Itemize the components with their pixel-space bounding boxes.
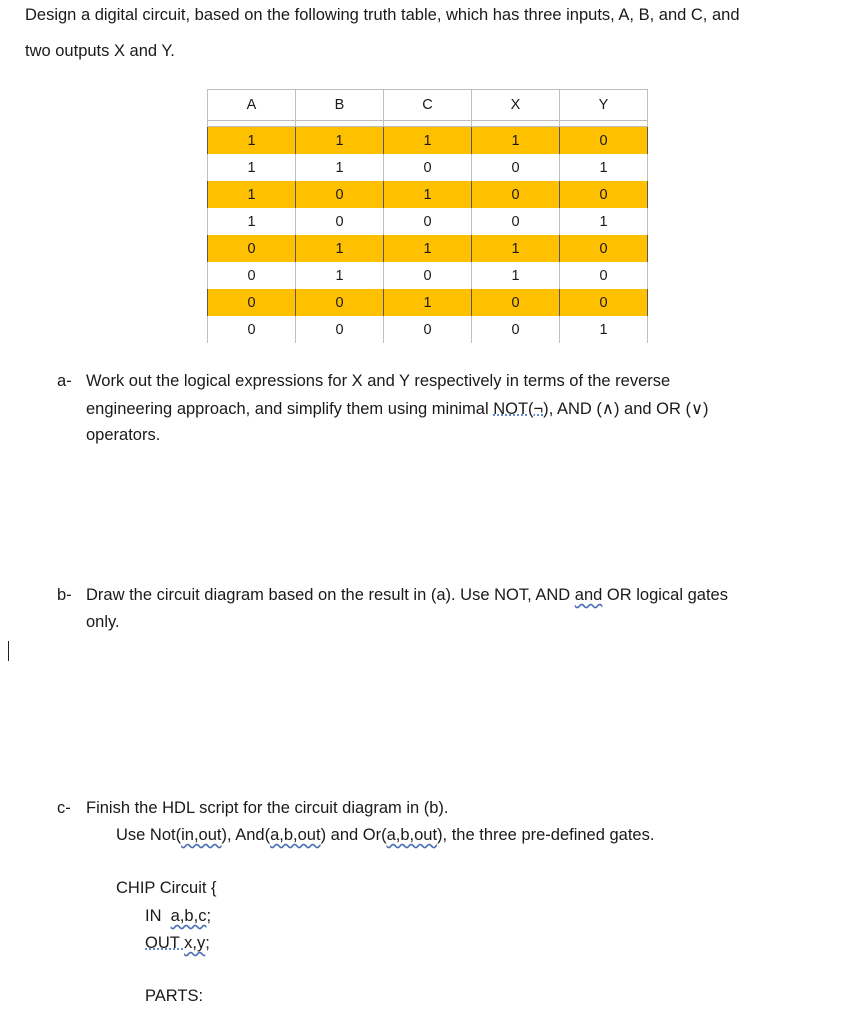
cell-b: 0 [296,181,384,208]
question-a-line-3: operators. [86,426,161,444]
truth-table [207,89,648,343]
question-c-and-args: a,b,out [270,826,321,844]
cell-c: 1 [384,235,472,262]
question-c-line-1: Finish the HDL script for the circuit diagram in (b). [86,799,449,817]
hdl-chip-line: CHIP Circuit { [116,879,217,897]
hdl-in-keyword: IN [145,907,171,925]
cell-b: 1 [296,154,384,181]
cell-x: 0 [472,208,560,235]
question-c-not-args: in,out [181,826,222,844]
cell-a: 1 [208,208,296,235]
cell-y: 0 [560,127,648,155]
header-y: Y [560,90,648,121]
cell-b: 0 [296,289,384,316]
question-b-line-1-post: OR logical gates [602,586,728,604]
cell-b: 0 [296,208,384,235]
question-a-line-2-pre: engineering approach, and simplify them using minimal [86,400,494,418]
text-cursor [8,641,9,661]
truth-table-row [208,235,648,262]
cell-c: 1 [384,127,472,155]
cell-y: 0 [560,262,648,289]
header-b: B [296,90,384,121]
truth-table-row [208,262,648,289]
cell-x: 1 [472,235,560,262]
cell-y: 0 [560,289,648,316]
question-c-or-args: a,b,out [386,826,438,844]
cell-b: 1 [296,127,384,155]
question-c-line-2 [116,826,654,845]
cell-x: 1 [472,127,560,155]
cell-y: 1 [560,208,648,235]
cell-x: 1 [472,262,560,289]
question-c-text-4: ), the three pre-defined gates. [437,826,655,844]
cell-y: 1 [560,316,648,343]
cell-c: 0 [384,262,472,289]
header-a: A [208,90,296,121]
question-c-text-3: ) and Or( [320,826,387,844]
cell-b: 1 [296,262,384,289]
question-a-letter: a- [57,372,72,390]
hdl-in-vars: a,b,c [170,907,207,925]
truth-table-row [208,208,648,235]
question-b-and-word: and [574,586,603,604]
cell-x: 0 [472,289,560,316]
hdl-in-line [145,907,211,926]
cell-a: 1 [208,154,296,181]
truth-table-row [208,127,648,155]
question-a-line-2 [86,399,709,419]
header-c: C [384,90,472,121]
cell-x: 0 [472,181,560,208]
cell-a: 0 [208,262,296,289]
cell-c: 1 [384,181,472,208]
truth-table-header-row [208,90,648,121]
intro-line-1: Design a digital circuit, based on the following truth table, which has three inputs, A, B, and C, and [25,6,740,24]
cell-c: 0 [384,154,472,181]
cell-a: 0 [208,235,296,262]
truth-table-row [208,181,648,208]
cell-y: 0 [560,181,648,208]
question-b-line-1-pre: Draw the circuit diagram based on the result in (a). Use NOT, AND [86,586,575,604]
cell-b: 1 [296,235,384,262]
cell-c: 0 [384,208,472,235]
intro-line-2: two outputs X and Y. [25,42,175,60]
hdl-parts-line: PARTS: [145,987,204,1005]
truth-table-row [208,154,648,181]
question-b-line-2: only. [86,613,120,631]
header-x: X [472,90,560,121]
cell-x: 0 [472,316,560,343]
question-a-line-1: Work out the logical expressions for X and Y respectively in terms of the reverse [86,372,671,390]
question-a-line-2-post: , AND (∧) and OR (∨) [548,400,709,418]
cell-c: 1 [384,289,472,316]
truth-table-row [208,316,648,343]
question-c-letter: c- [57,799,71,817]
cell-a: 1 [208,181,296,208]
hdl-out-vars: x,y [184,934,206,952]
cell-a: 0 [208,316,296,343]
hdl-out-line [145,934,210,953]
hdl-out-keyword: OUT [145,934,185,952]
hdl-in-end: ; [206,907,212,925]
question-b-line-1 [86,586,728,605]
cell-x: 0 [472,154,560,181]
hdl-out-end: ; [205,934,210,952]
cell-y: 1 [560,154,648,181]
question-b-letter: b- [57,586,72,604]
cell-a: 0 [208,289,296,316]
question-a-not-operator: NOT(¬) [493,400,549,418]
question-c-text-2: ), And( [221,826,271,844]
cell-y: 0 [560,235,648,262]
question-c-text-1: Use Not( [116,826,182,844]
cell-b: 0 [296,316,384,343]
truth-table-row [208,289,648,316]
cell-a: 1 [208,127,296,155]
cell-c: 0 [384,316,472,343]
